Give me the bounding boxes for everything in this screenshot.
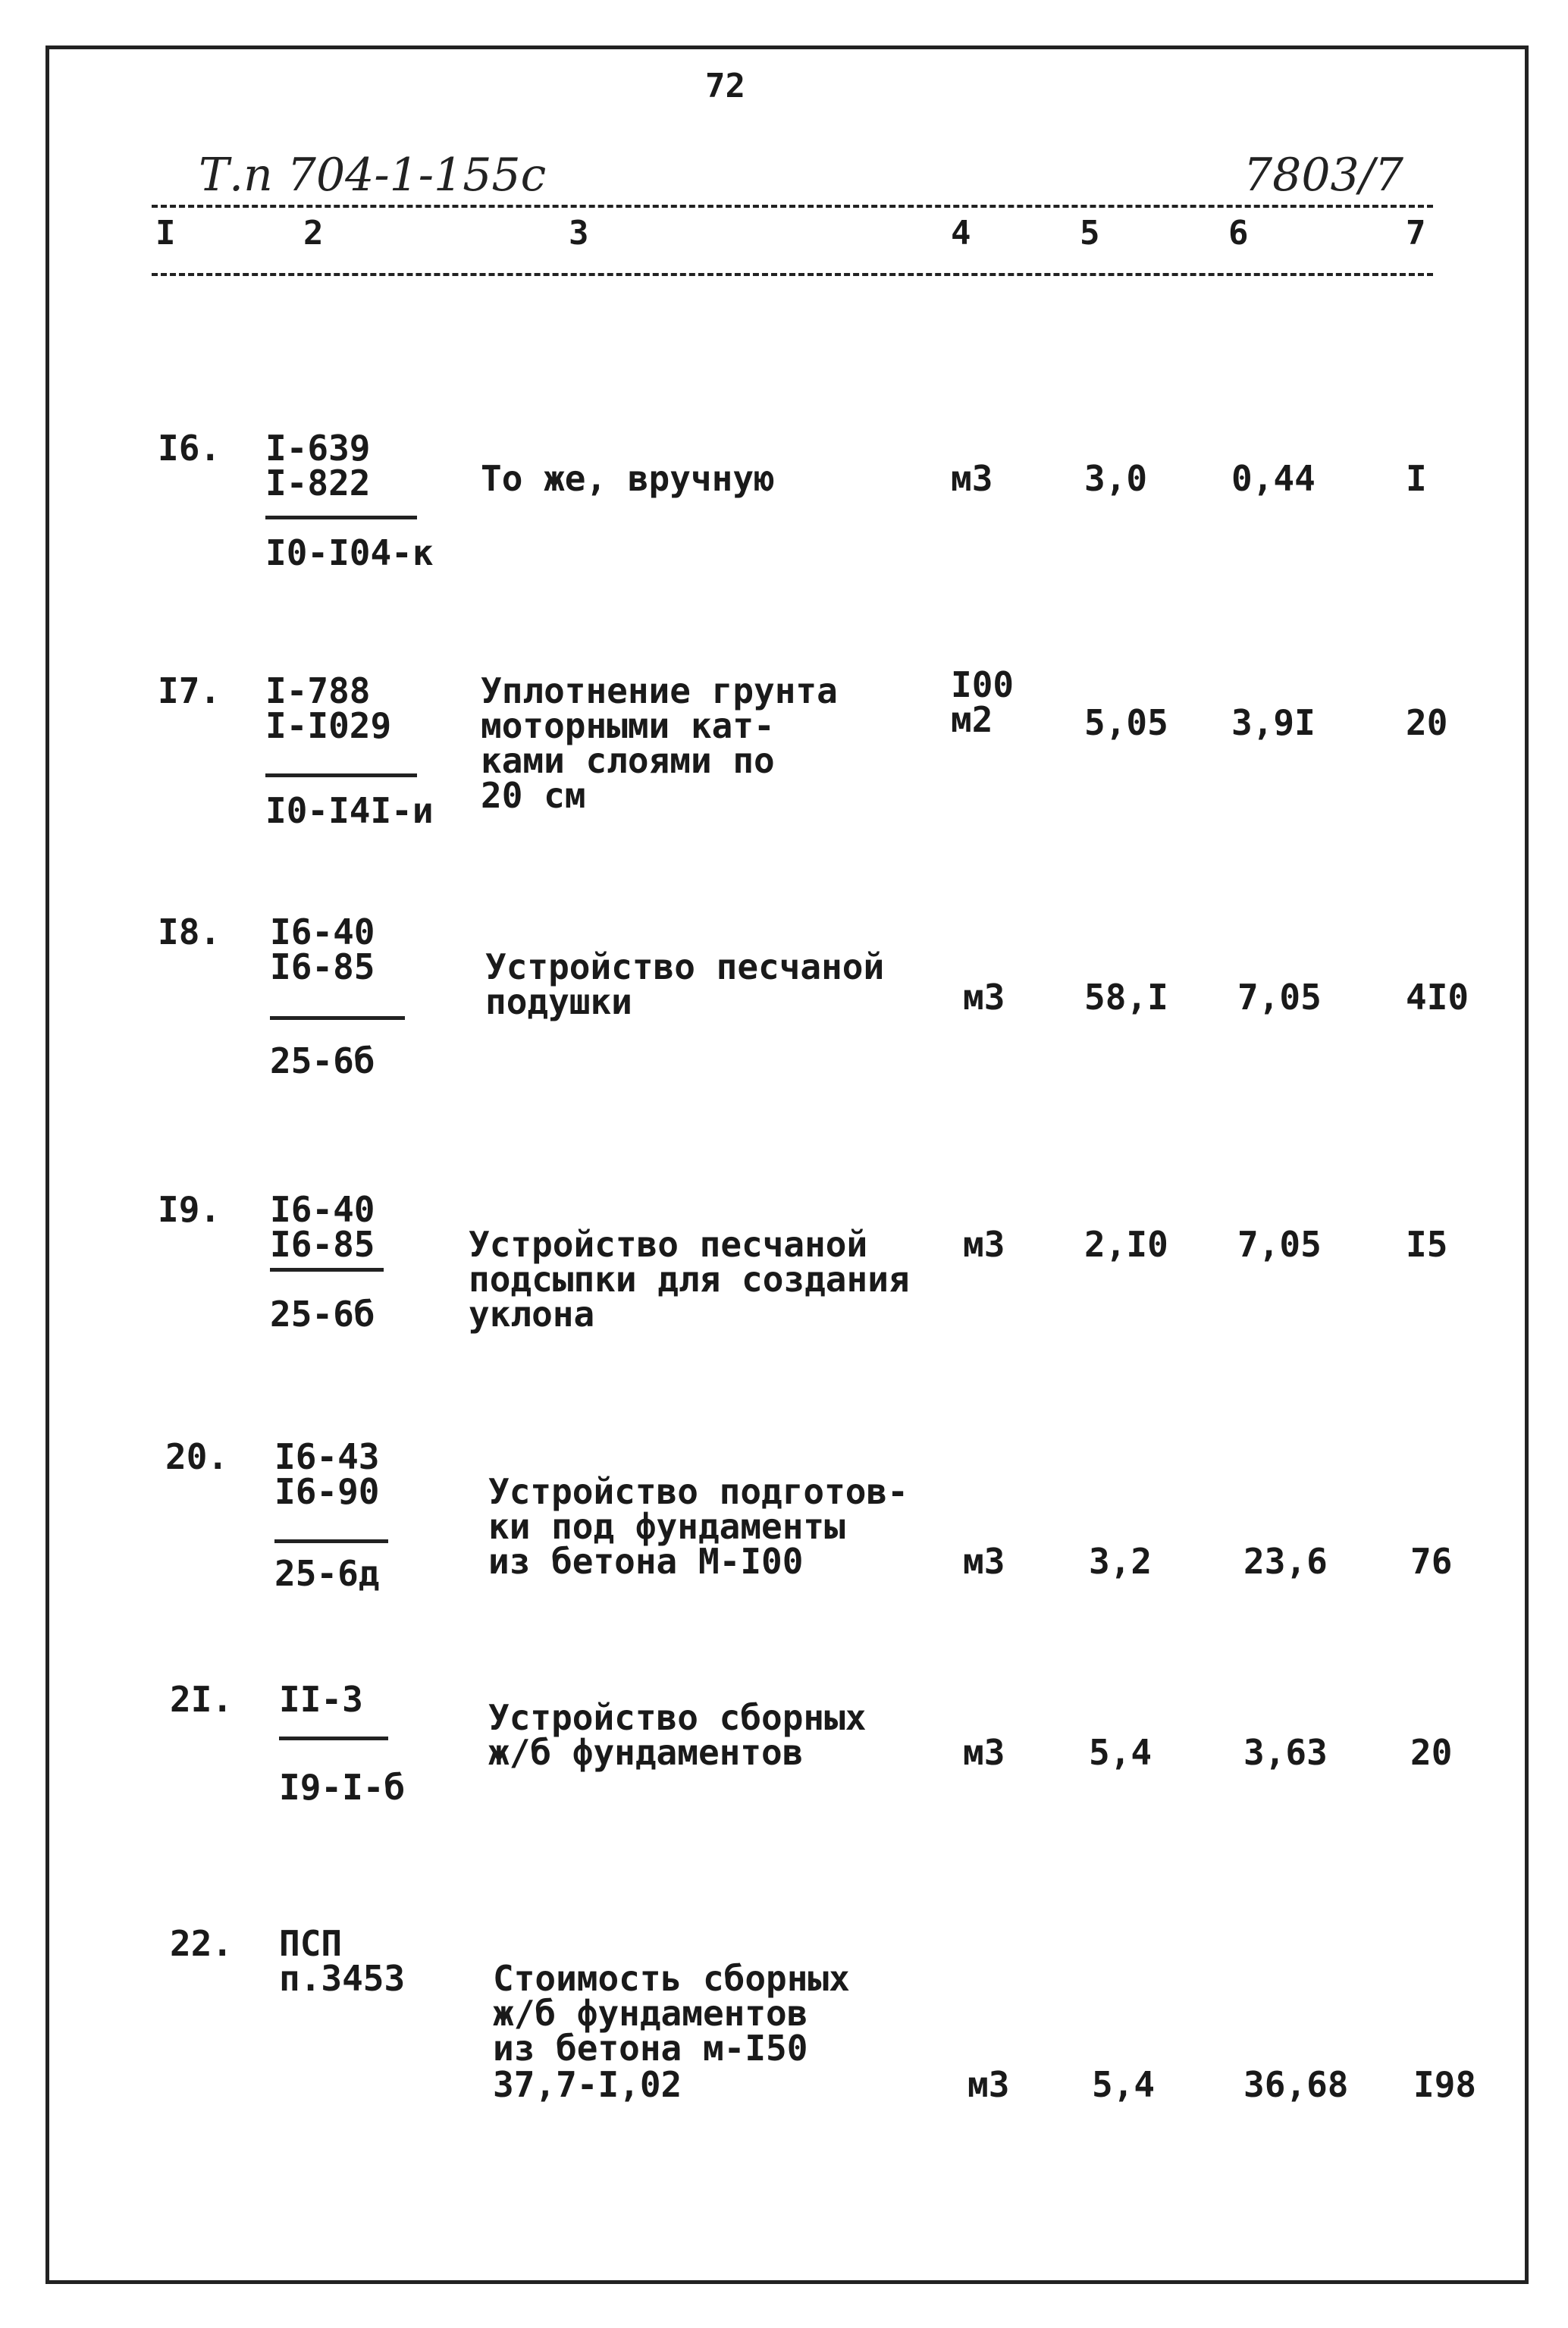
fraction-line [270, 1016, 405, 1020]
column-number-5: 5 [1080, 214, 1100, 253]
unit-price: 7,05 [1237, 977, 1322, 1018]
price-code: 25-6д [274, 1553, 380, 1594]
unit: м3 [963, 1732, 1005, 1773]
norm-codes: ПСП п.3453 [279, 1923, 406, 1999]
column-number-4: 4 [951, 214, 971, 253]
norm-codes: II-3 [279, 1679, 363, 1720]
total-cost: 20 [1410, 1732, 1453, 1773]
work-description: Устройство песчаной подушки [485, 946, 885, 1022]
handwritten-project-code: Т.п 704-1-155с [199, 149, 547, 202]
fraction-line [265, 516, 417, 519]
quantity: 3,0 [1084, 458, 1148, 499]
column-number-1: I [155, 214, 176, 253]
quantity: 2,I0 [1084, 1224, 1168, 1265]
price-code: 25-6б [270, 1040, 375, 1081]
unit-price: 0,44 [1231, 458, 1316, 499]
unit-price: 3,63 [1243, 1732, 1328, 1773]
fraction-line [265, 773, 417, 777]
row-number: I8. [158, 911, 221, 952]
work-description: Уплотнение грунта моторными кат- ками слоями по 20 см [481, 670, 838, 816]
quantity: 58,I [1084, 977, 1168, 1018]
column-number-3: 3 [569, 214, 589, 253]
total-cost: 76 [1410, 1541, 1453, 1582]
fraction-line [270, 1268, 384, 1272]
total-cost: 20 [1406, 702, 1448, 743]
unit-price: 3,9I [1231, 702, 1316, 743]
work-description: Устройство песчаной подсыпки для создания уклона [469, 1224, 910, 1335]
unit: I00 м2 [951, 664, 1014, 740]
header-top-rule [152, 205, 1433, 208]
total-cost: I98 [1413, 2064, 1477, 2105]
norm-codes: I6-40 I6-85 [270, 911, 375, 987]
work-description: То же, вручную [481, 458, 775, 499]
quantity: 5,4 [1089, 1732, 1152, 1773]
row-number: 20. [165, 1436, 229, 1477]
norm-codes: I6-43 I6-90 [274, 1436, 380, 1512]
row-number: 2I. [170, 1679, 234, 1720]
total-cost: 4I0 [1406, 977, 1469, 1018]
unit: м3 [951, 458, 993, 499]
row-number: 22. [170, 1923, 234, 1964]
fraction-line [279, 1737, 388, 1740]
norm-codes: I-788 I-I029 [265, 670, 392, 746]
quantity: 5,4 [1092, 2064, 1156, 2105]
quantity: 5,05 [1084, 702, 1168, 743]
column-number-2: 2 [303, 214, 324, 253]
header-bottom-rule [152, 273, 1433, 276]
price-code: I0-I04-к [265, 532, 434, 573]
norm-codes: I-639 I-822 [265, 428, 371, 504]
quantity: 3,2 [1089, 1541, 1152, 1582]
cost-formula: 37,7-I,02 [493, 2064, 682, 2105]
unit-price: 36,68 [1243, 2064, 1349, 2105]
document-page [45, 45, 1529, 2284]
work-description: Стоимость сборных ж/б фундаментов из бетона м-I50 [493, 1958, 850, 2069]
fraction-line [274, 1539, 388, 1543]
work-description: Устройство подготов- ки под фундаменты из бетона М-I00 [488, 1471, 908, 1582]
norm-codes: I6-40 I6-85 [270, 1189, 375, 1265]
work-description: Устройство сборных ж/б фундаментов [488, 1697, 867, 1773]
page-number: 72 [705, 67, 745, 105]
column-number-7: 7 [1406, 214, 1426, 253]
handwritten-doc-number: 7803/7 [1243, 149, 1404, 202]
price-code: I0-I4I-и [265, 790, 434, 831]
unit-price: 7,05 [1237, 1224, 1322, 1265]
unit: м3 [963, 1224, 1005, 1265]
row-number: I6. [158, 428, 221, 469]
row-number: I9. [158, 1189, 221, 1230]
price-code: I9-I-б [279, 1767, 406, 1808]
total-cost: I [1406, 458, 1427, 499]
unit-price: 23,6 [1243, 1541, 1328, 1582]
unit: м3 [967, 2064, 1010, 2105]
unit: м3 [963, 1541, 1005, 1582]
price-code: 25-6б [270, 1294, 375, 1335]
row-number: I7. [158, 670, 221, 711]
unit: м3 [963, 977, 1005, 1018]
column-number-6: 6 [1228, 214, 1249, 253]
total-cost: I5 [1406, 1224, 1448, 1265]
